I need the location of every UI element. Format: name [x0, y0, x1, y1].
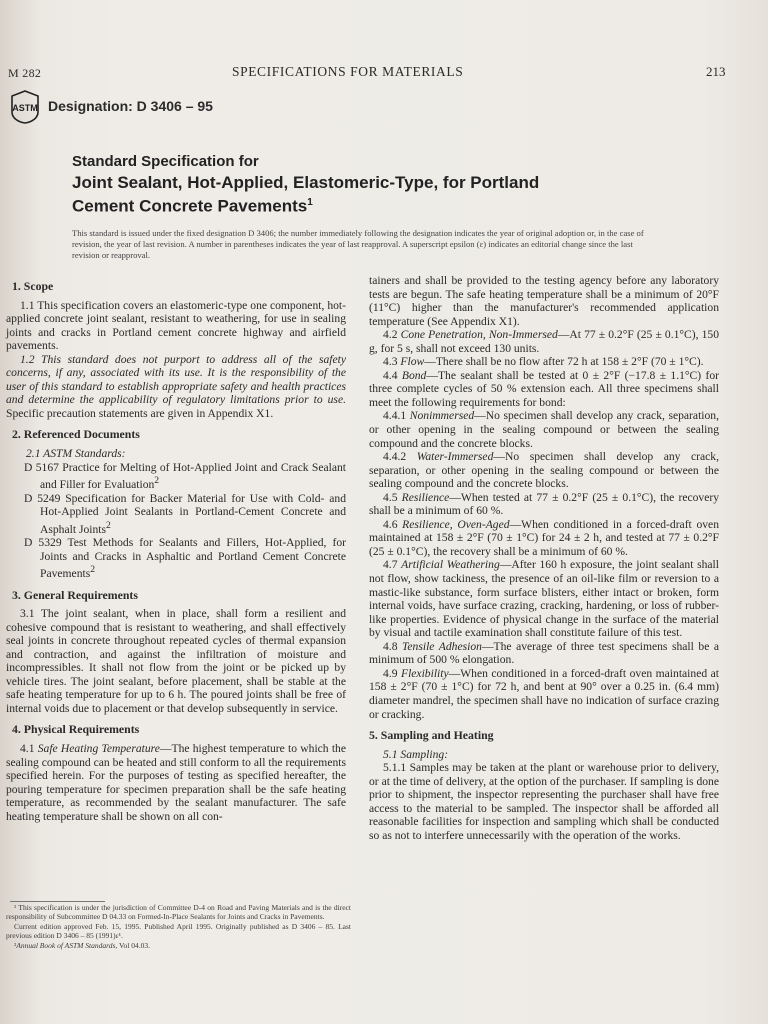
title-line-3: Cement Concrete Pavements [72, 196, 308, 216]
reference-d5329: D 5329 Test Methods for Sealants and Fillers, Hot-Applied, for Joints and Cracks in Asphaltic and Portland Cement Concrete Pavements$^2$ [24, 536, 346, 580]
safety-statement: 1.2 This standard does not purport to address all of the safety concerns, if any, associated with its use. It is the responsibility of the user of this standard to establish appropriate safety and health practices and determine the applicability of regulatory limitations prior to use. [6, 352, 346, 407]
paragraph-5-1: 5.1 Sampling: [383, 747, 449, 761]
footnote-1: ¹ This specification is under the jurisdiction of Committee D-4 on Road and Paving Materials and is the direct responsibility of Subcommittee D 04.33 on Formed-In-Place Sealants for Joints and Cracks in Pavements. [6, 903, 351, 922]
designation: Designation: D 3406 – 95 [48, 98, 213, 114]
title-footnote-mark: 1 [307, 197, 313, 208]
astm-logo-letters: ASTM [12, 103, 38, 113]
paragraph-2-1: 2.1 ASTM Standards: [26, 447, 126, 461]
title-line-1: Standard Specification for [72, 153, 259, 170]
footnote-2: ²Annual Book of ASTM Standards, Vol 04.03. [14, 940, 150, 950]
section-heading-referenced-documents: 2. Referenced Documents [12, 427, 140, 442]
paragraph-4-4-1: 4.4.1 Nonimmersed—No specimen shall develop any crack, separation, or other opening in the sealing compound or between the sealing compound and the concrete blocks. [369, 409, 719, 450]
paragraph-4-2: 4.2 Cone Penetration, Non-Immersed—At 77 ± 0.2°F (25 ± 0.1°C), 150 g, for 5 s, shall not exceed 130 units. [369, 328, 720, 355]
footnotes [6, 903, 351, 950]
header-designation-code: M 282 [8, 66, 42, 80]
document-title [72, 152, 722, 217]
paragraph-1-1: 1.1 This specification covers an elastomeric-type one component, hot-applied concrete joint sealant, resistant to weathering, for use in sealing joints and cracks in Portland cement concrete highway and airfield pavements. [6, 298, 346, 353]
paragraph-4-7: 4.7 Artificial Weathering—After 160 h exposure, the joint sealant shall not flow, show tackiness, the presence of an oil-like film or reversion to a mastic-like substance, form surface blisters, either intact or broken, form internal voids, have surface crazing, cracking, hardening, or loss of rubber-like properties. Evidence of physical change in the surface of the material by visual and tactile examination shall constitute failure of this test. [369, 558, 719, 640]
issue-note: This standard is issued under the fixed designation D 3406; the number immediately following the designation indicates the year of original adoption or, in the case of revision, the year of last revision. A number in parentheses indicates the year of last reapproval. A superscript epsilon (ε) indicates an editorial change since the last revision or reapproval. [72, 228, 644, 261]
section-heading-scope: 1. Scope [12, 279, 54, 293]
footnote-rule [10, 901, 105, 902]
safety-statement-tail: Specific precaution statements are given in Appendix X1. [6, 406, 274, 420]
footnote-1-edition: Current edition approved Feb. 15, 1995. Published April 1995. Originally published as D 3406 – 85. Last previous edition D 3406 – 85 (1991)ε¹. [6, 921, 351, 941]
reference-d5249: D 5249 Specification for Backer Material for Use with Cold- and Hot-Applied Joint Sealants in Portland-Cement Concrete and Asphalt Joints$^2$ [24, 491, 346, 536]
section-heading-sampling-and-heating: 5. Sampling and Heating [369, 728, 494, 743]
paragraph-4-1-continued: tainers and shall be provided to the testing agency before any laboratory tests are begun. The safe heating temperature shall be a minimum of 20°F (11°C) higher than the manufacturer's recommended application temperature (See Appendix X1). [369, 274, 719, 328]
section-heading-general-requirements: 3. General Requirements [12, 587, 138, 602]
paragraph-4-9: 4.9 Flexibility—When conditioned in a forced-draft oven maintained at 158 ± 2°F (70 ± 1°C) for 72 h, and bent at 90° over a 0.25 in. (6.4 mm) diameter mandrel, the specimen shall have no indication of surface crazing or cracking. [369, 666, 720, 721]
paragraph-4-3: 4.3 Flow—There shall be no flow after 72 h at 158 ± 2°F (70 ± 1°C). [383, 355, 704, 369]
paragraph-4-8: 4.8 Tensile Adhesion—The average of three test specimens shall be a minimum of 500 % elongation. [369, 639, 720, 667]
paragraph-5-1-1: 5.1.1 Samples may be taken at the plant or warehouse prior to delivery, or at the time of delivery, at the option of the purchaser. If sampling is done prior to shipment, the inspector representing the purchaser shall have free access to the material to be sampled. The inspector shall be afforded all reasonable facilities for inspection and sampling which shall be conducted so as not to interfere unnecessarily with the operation of the works. [369, 761, 719, 842]
right-column [369, 274, 719, 842]
left-column [6, 280, 346, 823]
running-header: SPECIFICATIONS FOR MATERIALS [232, 64, 464, 79]
page-number: 213 [706, 64, 726, 79]
paragraph-4-5: 4.5 Resilience—When tested at 77 ± 0.2°F (25 ± 0.1°C), the recovery shall be a minimum of 60 %. [369, 490, 720, 518]
paragraph-3-1: 3.1 The joint sealant, when in place, shall form a resilient and cohesive compound that is resistant to weathering, and shall effectively seal joints in concrete throughout repeated cycles of thermal expansion and contraction, and against the infiltration of moisture and incompressibles. It shall not flow from the joint or be picked up by vehicle tires. The joint sealant, before placement, shall be stable at the safe heating temperature for up to 6 h. The poured joints shall be free of internal voids due to placement or that develop subsequently in service. [6, 607, 346, 715]
section-heading-physical-requirements: 4. Physical Requirements [12, 722, 140, 737]
paragraph-4-4-2: 4.4.2 Water-Immersed—No specimen shall develop any crack, separation, or other opening in the sealing compound or between the sealing compound and the concrete blocks. [369, 450, 719, 491]
title-line-2: Joint Sealant, Hot-Applied, Elastomeric-Type, for Portland [72, 172, 540, 192]
paragraph-4-1: 4.1 Safe Heating Temperature—The highest temperature to which the sealing compound can be heated and still conform to all the requirements specified herein. For the purposes of testing as specified hereafter, the pouring temperature for specimen preparation shall be the safe heating temperature, as recommended by the sealant manufacturer. The safe heating temperature shall be shown on all con- [6, 741, 346, 823]
paragraph-4-6: 4.6 Resilience, Oven-Aged—When conditioned in a forced-draft oven maintained at 158 ± 2°F (70 ± 1°C) for 24 ± 2 h, and tested at 77 ± 0.2°F (25 ± 0.1°C), the recovery shall be a minimum of 60 %. [369, 517, 719, 558]
reference-d5167: D 5167 Practice for Melting of Hot-Applied Joint and Crack Sealant and Filler for Evaluation$^2$ [24, 460, 346, 491]
astm-logo-icon [10, 90, 40, 124]
paragraph-4-4: 4.4 Bond—The sealant shall be tested at 0 ± 2°F (−17.8 ± 1.1°C) for three complete cycles of 50 % extension each. All three specimens shall meet the following requirements for bond: [369, 368, 720, 409]
paragraph-1-2 [6, 353, 346, 421]
